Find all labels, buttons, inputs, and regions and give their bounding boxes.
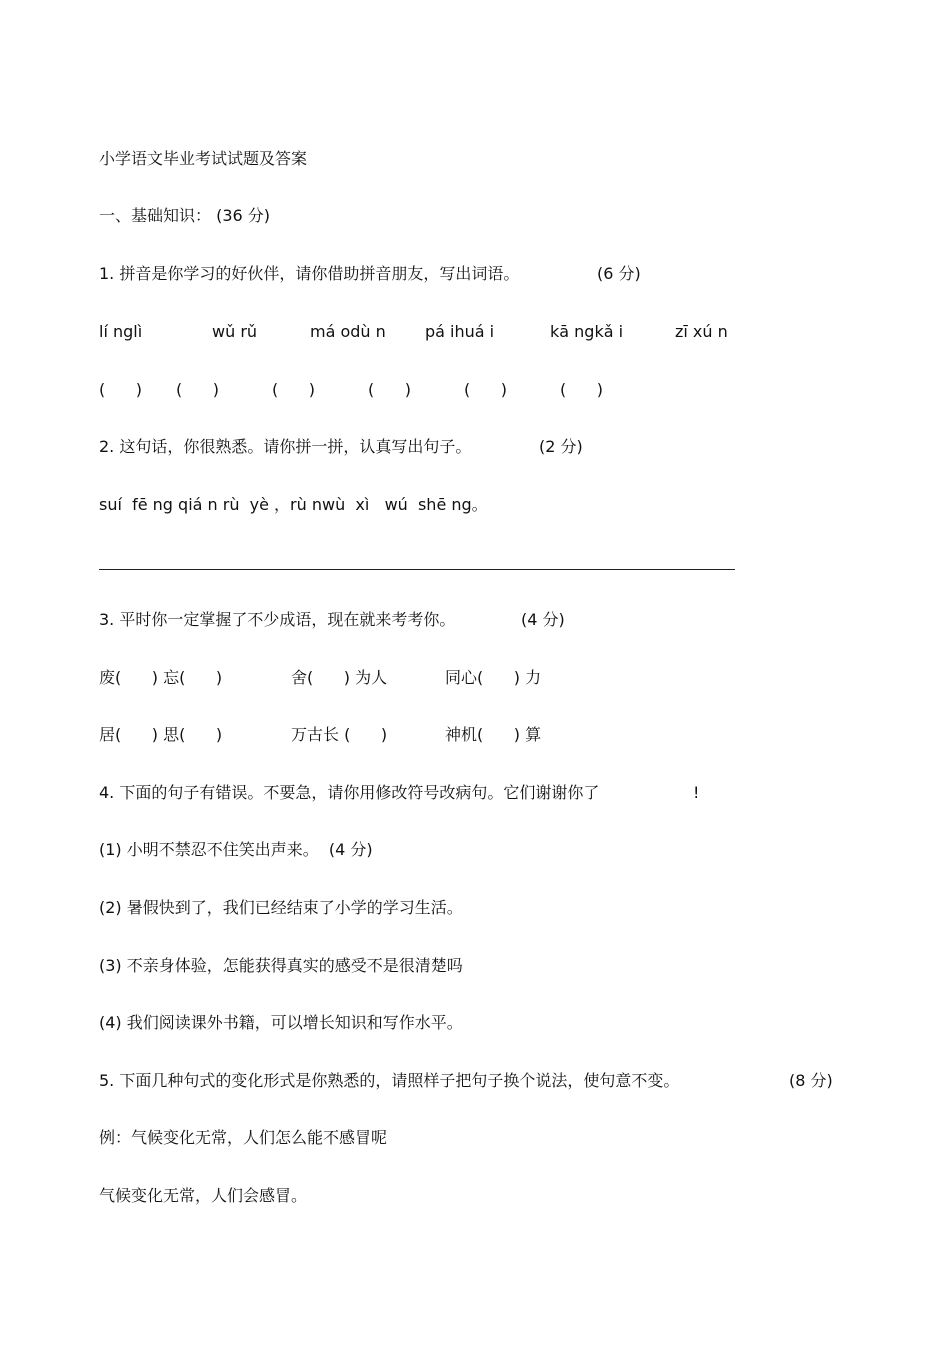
- section-heading: 一、基础知识： (36 分): [99, 206, 271, 225]
- answer-blank: ( ): [272, 380, 315, 399]
- question-4-exclamation: !: [693, 783, 700, 802]
- pinyin-word: má odù n: [310, 322, 386, 341]
- answer-line: [99, 569, 735, 570]
- answer-blank: ( ): [176, 380, 219, 399]
- question-5-score: (8 分): [789, 1071, 833, 1090]
- idiom-item: 居( ) 思( ): [99, 725, 223, 744]
- pinyin-word: kā ngkǎ i: [550, 322, 624, 341]
- question-2-pinyin: suí fē ng qiá n rù yè ，rù nwù xì wú shē ng。: [99, 495, 488, 514]
- answer-blank: ( ): [368, 380, 411, 399]
- sentence-item-3: (3) 不亲身体验，怎能获得真实的感受不是很清楚吗: [99, 956, 463, 975]
- idiom-item: 废( ) 忘( ): [99, 668, 223, 687]
- answer-blank: ( ): [464, 380, 507, 399]
- idiom-item: 同心( ) 力: [445, 668, 542, 687]
- question-1-text: 1. 拼音是你学习的好伙伴，请你借助拼音朋友，写出词语。: [99, 264, 520, 283]
- question-2-score: (2 分): [539, 437, 583, 456]
- idiom-item: 神机( ) 算: [445, 725, 542, 744]
- sentence-item-1: (1) 小明不禁忍不住笑出声来。 (4 分): [99, 840, 373, 859]
- answer-blank: ( ): [560, 380, 603, 399]
- sentence-item-2: (2) 暑假快到了，我们已经结束了小学的学习生活。: [99, 898, 463, 917]
- question-1-score: (6 分): [597, 264, 641, 283]
- question-4-text: 4. 下面的句子有错误。不要急，请你用修改符号改病句。它们谢谢你了: [99, 783, 600, 802]
- pinyin-word: zī xú n: [675, 322, 728, 341]
- sentence-item-4: (4) 我们阅读课外书籍，可以增长知识和写作水平。: [99, 1013, 463, 1032]
- question-2-text: 2. 这句话，你很熟悉。请你拼一拼，认真写出句子。: [99, 437, 472, 456]
- pinyin-word: pá ihuá i: [425, 322, 495, 341]
- question-3-text: 3. 平时你一定掌握了不少成语，现在就来考考你。: [99, 610, 456, 629]
- idiom-item: 舍( ) 为人: [291, 668, 388, 687]
- answer-blank: ( ): [99, 380, 142, 399]
- pinyin-word: wǔ rǔ: [212, 322, 258, 341]
- document-title: 小学语文毕业考试试题及答案: [99, 149, 308, 168]
- pinyin-word: lí nglì: [99, 322, 143, 341]
- example-sentence: 例：气候变化无常，人们怎么能不感冒呢: [99, 1128, 388, 1147]
- question-3-score: (4 分): [521, 610, 565, 629]
- question-5-text: 5. 下面几种句式的变化形式是你熟悉的，请照样子把句子换个说法，使句意不变。: [99, 1071, 680, 1090]
- example-answer: 气候变化无常，人们会感冒。: [99, 1186, 308, 1205]
- idiom-item: 万古长 ( ): [291, 725, 388, 744]
